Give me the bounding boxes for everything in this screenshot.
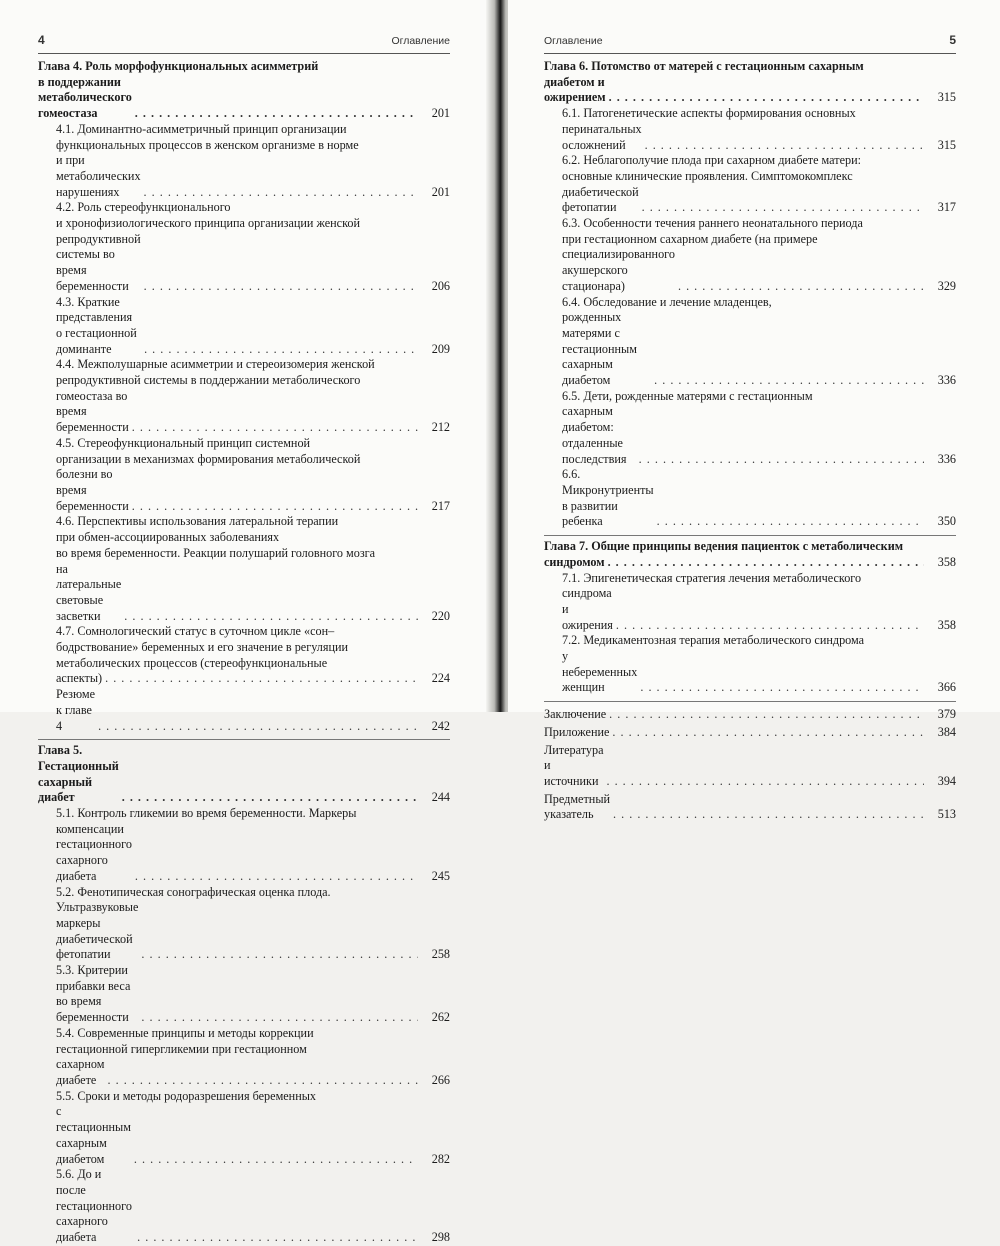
dot-leader: [609, 707, 924, 723]
toc-page-number: 262: [431, 1010, 450, 1025]
toc-entry: [56, 436, 450, 515]
dot-leader: [132, 499, 418, 515]
toc-page-number: 282: [431, 1151, 450, 1166]
toc-entry-text: аспекты): [56, 671, 103, 686]
dot-leader: [144, 279, 418, 295]
toc-entry: [562, 389, 956, 468]
toc-entry: [562, 295, 956, 389]
toc-line: гестационной гипергликемии при гестационном: [56, 1041, 307, 1056]
dot-leader: [98, 719, 418, 735]
toc-line: функциональных процессов в женском организме в норме: [56, 137, 359, 152]
toc-entry-text: компенсации гестационного сахарного диабета: [56, 821, 132, 883]
toc-entry-row: [56, 295, 450, 358]
toc-entry: [562, 106, 956, 153]
chapter-title-line: Глава 4. Роль морфофункциональных асимметрий: [38, 59, 319, 73]
toc-entry-text: Резюме к главе 4: [56, 687, 96, 733]
toc-page-number: 358: [937, 617, 956, 632]
running-head: Оглавление: [391, 35, 450, 47]
toc-page-number: 394: [937, 773, 956, 788]
back-matter-entry: [544, 707, 956, 723]
toc-entry-text: синдрома и ожирения: [562, 586, 613, 632]
chapter-page-number: 358: [937, 554, 956, 569]
chapter-block: [544, 535, 956, 696]
toc-page-number: 317: [937, 200, 956, 215]
toc-entry-text: 5.3. Критерии прибавки веса во время беременности: [56, 963, 131, 1025]
toc-entry-row: [544, 707, 956, 723]
chapter-heading: [544, 539, 956, 570]
toc-line: организации в механизмах формирования метаболической: [56, 451, 361, 466]
toc-page-number: 217: [431, 498, 450, 513]
dot-leader: [606, 774, 924, 790]
toc-page-number: 245: [431, 868, 450, 883]
dot-leader: [642, 200, 924, 216]
back-matter: [544, 701, 956, 823]
toc-entry: [562, 467, 956, 530]
chapter-block: [38, 739, 450, 1246]
toc-page-number: 315: [937, 137, 956, 152]
toc-entry-row: [562, 467, 956, 530]
toc-line: 6.1. Патогенетические аспекты формирования основных: [562, 106, 856, 121]
toc-page-number: 220: [431, 608, 450, 623]
dot-leader: [135, 106, 418, 122]
toc-entry-text: болезни во время беременности: [56, 467, 129, 513]
toc-entry: [562, 633, 956, 696]
dot-leader: [132, 420, 418, 436]
back-matter-entry: [544, 725, 956, 741]
toc-entry-text: Приложение: [544, 724, 610, 739]
toc-entry: [562, 153, 956, 216]
toc-entry-row: [562, 310, 956, 389]
toc-entry-text: рожденных матерями с гестационным сахарным диабетом: [562, 310, 637, 388]
chapter-heading: [544, 59, 956, 106]
toc-line: 4.6. Перспективы использования латеральной терапии: [56, 514, 339, 529]
toc-line: 6.3. Особенности течения раннего неонатального периода: [562, 216, 863, 231]
chapter-title: в поддержании метаболического гомеостаза: [38, 74, 132, 121]
chapter-title-row: [38, 75, 450, 122]
table-of-contents-left: [38, 59, 450, 1246]
dot-leader: [141, 947, 418, 963]
chapter-page-number: 244: [431, 790, 450, 805]
chapter-page-number: 201: [431, 106, 450, 121]
toc-page-number: 209: [431, 341, 450, 356]
toc-line: при гестационном сахарном диабете (на примере: [562, 231, 818, 246]
dot-leader: [609, 90, 924, 106]
toc-entry-row: [56, 389, 450, 436]
dot-leader: [645, 138, 924, 154]
toc-line: основные клинические проявления. Симптомокомплекс: [562, 168, 853, 183]
toc-page-number: 224: [431, 671, 450, 686]
toc-page-number: 242: [431, 718, 450, 733]
toc-line: 5.4. Современные принципы и методы коррекции: [56, 1025, 314, 1040]
toc-entry-row: [56, 671, 450, 687]
toc-entry-row: [544, 725, 956, 741]
right-page-header: [544, 33, 956, 54]
toc-entry: [56, 514, 450, 624]
toc-entry-row: [562, 586, 956, 633]
dot-leader: [608, 555, 924, 571]
toc-line: 5.1. Контроль гликемии во время беременности. Маркеры: [56, 806, 357, 821]
dot-leader: [613, 807, 924, 823]
chapter-title-row: [544, 555, 956, 571]
toc-line: 4.4. Межполушарные асимметрии и стереоизомерия женской: [56, 357, 375, 372]
toc-line: репродуктивной системы в поддержании метаболического: [56, 373, 361, 388]
dot-leader: [639, 452, 924, 468]
toc-line: и хронофизиологического принципа организации женской: [56, 216, 361, 231]
chapter-block: [544, 59, 956, 530]
dot-leader: [122, 790, 418, 806]
toc-entry: [56, 963, 450, 1026]
page-number: 5: [949, 33, 956, 47]
toc-entry-row: [562, 404, 956, 467]
toc-line: метаболических процессов (стереофункциональные: [56, 655, 328, 670]
toc-line: 4.1. Доминантно-асимметричный принцип организации: [56, 121, 347, 136]
toc-line: при обмен-ассоциированных заболеваниях: [56, 530, 280, 545]
chapter-heading: [38, 743, 450, 806]
toc-line: 5.2. Фенотипическая сонографическая оценка плода.: [56, 884, 331, 899]
toc-entry-row: [544, 743, 956, 790]
toc-entry-row: [56, 822, 450, 885]
toc-entry-row: [562, 185, 956, 216]
toc-entry-row: [56, 900, 450, 963]
dot-leader: [616, 618, 924, 634]
right-page: [508, 0, 1000, 822]
toc-entry-row: [56, 562, 450, 625]
chapter-title: диабетом и ожирением: [544, 74, 606, 105]
dot-leader: [141, 1010, 418, 1026]
toc-entry-text: с гестационным сахарным диабетом: [56, 1104, 131, 1166]
toc-entry-text: 4.3. Краткие представления о гестационной доминанте: [56, 294, 137, 356]
toc-entry-row: [56, 687, 450, 734]
dot-leader: [135, 869, 418, 885]
toc-page-number: 336: [937, 451, 956, 466]
toc-entry-row: [56, 963, 450, 1026]
toc-entry: [56, 1089, 450, 1168]
toc-entry-text: у небеременных женщин: [562, 649, 638, 695]
left-page-header: [38, 33, 450, 54]
toc-page-number: 379: [937, 707, 956, 722]
toc-entry: [562, 216, 956, 295]
toc-line: 6.5. Дети, рожденные матерями с гестационным: [562, 388, 813, 403]
toc-entry-row: [56, 153, 450, 200]
toc-line: 6.2. Неблагополучие плода при сахарном диабете матери:: [562, 153, 862, 168]
toc-entry-text: Предметный указатель: [544, 791, 611, 822]
toc-line: во время беременности. Реакции полушарий головного мозга: [56, 545, 376, 560]
back-matter-entry: [544, 743, 956, 790]
toc-line: 4.5. Стереофункциональный принцип системной: [56, 435, 311, 450]
toc-entry-text: диабетической фетопатии: [562, 184, 639, 215]
chapter-page-number: 315: [937, 90, 956, 105]
toc-entry: [56, 357, 450, 436]
chapter-title-row: [38, 743, 450, 806]
dot-leader: [144, 342, 418, 358]
toc-page-number: 266: [431, 1073, 450, 1087]
toc-page-number: 201: [431, 184, 450, 199]
toc-page-number: 366: [937, 680, 956, 695]
table-of-contents-right: [544, 59, 956, 823]
toc-entry-row: [56, 1057, 450, 1088]
dot-leader: [134, 1152, 418, 1168]
toc-page-number: 336: [937, 373, 956, 388]
toc-entry-row: [56, 1167, 450, 1246]
dot-leader: [144, 185, 418, 201]
toc-entry-text: гомеостаза во время беременности: [56, 388, 129, 435]
toc-entry-text: 6.6. Микронутриенты в развитии ребенка: [562, 467, 654, 529]
chapter-title-row: [544, 75, 956, 106]
toc-entry-row: [56, 1104, 450, 1167]
toc-entry-text: на латеральные световые засветки: [56, 561, 122, 623]
chapter-block: [38, 59, 450, 734]
toc-page-number: 212: [431, 420, 450, 435]
left-page: [0, 0, 492, 1245]
chapter-heading: [38, 59, 450, 122]
toc-entry-row: [562, 649, 956, 696]
toc-line: бодрствование» беременных и его значение в регуляции: [56, 640, 349, 655]
dot-leader: [640, 680, 924, 696]
toc-entry-row: [56, 467, 450, 514]
toc-entry-text: сахарным диабетом: отдаленные последствия: [562, 404, 627, 466]
toc-entry-text: Заключение: [544, 707, 607, 722]
dot-leader: [612, 725, 924, 741]
toc-page-number: 513: [937, 807, 956, 822]
toc-entry: [56, 1026, 450, 1089]
toc-entry-text: и при метаболических нарушениях: [56, 153, 141, 199]
toc-entry-text: Литература и источники: [544, 742, 604, 788]
dot-leader: [124, 609, 418, 625]
toc-page-number: 206: [431, 278, 450, 293]
toc-line: 5.5. Сроки и методы родоразрешения беременных: [56, 1088, 317, 1103]
page-number: 4: [38, 33, 45, 47]
toc-entry: [56, 885, 450, 964]
toc-line: 4.7. Сомнологический статус в суточном цикле «сон–: [56, 624, 335, 639]
toc-entry-row: [56, 232, 450, 295]
toc-entry: [56, 200, 450, 294]
toc-entry: [56, 122, 450, 201]
toc-entry-text: сахарном диабете: [56, 1057, 105, 1087]
chapter-title: синдромом: [544, 554, 605, 569]
dot-leader: [678, 279, 924, 295]
chapter-title-line: Глава 7. Общие принципы ведения пациенток с метаболическим: [544, 539, 904, 554]
toc-line: 4.2. Роль стереофункционального: [56, 200, 231, 215]
toc-page-number: 329: [937, 278, 956, 293]
toc-entry-text: репродуктивной системы во время беременности: [56, 231, 141, 293]
dot-leader: [105, 671, 418, 687]
toc-entry: [562, 571, 956, 634]
dot-leader: [137, 1230, 418, 1246]
toc-entry: [56, 624, 450, 687]
toc-entry-text: 5.6. До и после гестационного сахарного диабета: [56, 1167, 132, 1245]
toc-page-number: 350: [937, 514, 956, 529]
toc-entry: [56, 806, 450, 885]
dot-leader: [657, 514, 924, 530]
toc-line: 7.1. Эпигенетическая стратегия лечения метаболического: [562, 570, 862, 585]
toc-line: 6.4. Обследование и лечение младенцев,: [562, 294, 772, 309]
toc-page-number: 384: [937, 724, 956, 739]
toc-entry-text: Ультразвуковые маркеры диабетической фетопатии: [56, 900, 139, 962]
dot-leader: [654, 373, 924, 389]
dot-leader: [108, 1073, 419, 1089]
toc-line: 7.2. Медикаментозная терапия метаболического синдрома: [562, 633, 865, 648]
toc-entry: [56, 1167, 450, 1246]
running-head: Оглавление: [544, 35, 603, 47]
back-matter-entry: [544, 792, 956, 823]
toc-entry-row: [562, 247, 956, 294]
chapter-title-line: Глава 6. Потомство от матерей с гестационным сахарным: [544, 59, 864, 73]
toc-entry: [56, 687, 450, 734]
toc-page-number: 298: [431, 1230, 450, 1245]
toc-entry-text: специализированного акушерского стационара): [562, 247, 675, 293]
toc-entry: [56, 295, 450, 358]
toc-entry-row: [562, 122, 956, 153]
toc-entry-row: [544, 792, 956, 823]
toc-entry-text: перинатальных осложнений: [562, 121, 642, 152]
chapter-title: Глава 5. Гестационный сахарный диабет: [38, 743, 119, 805]
toc-page-number: 258: [431, 947, 450, 962]
